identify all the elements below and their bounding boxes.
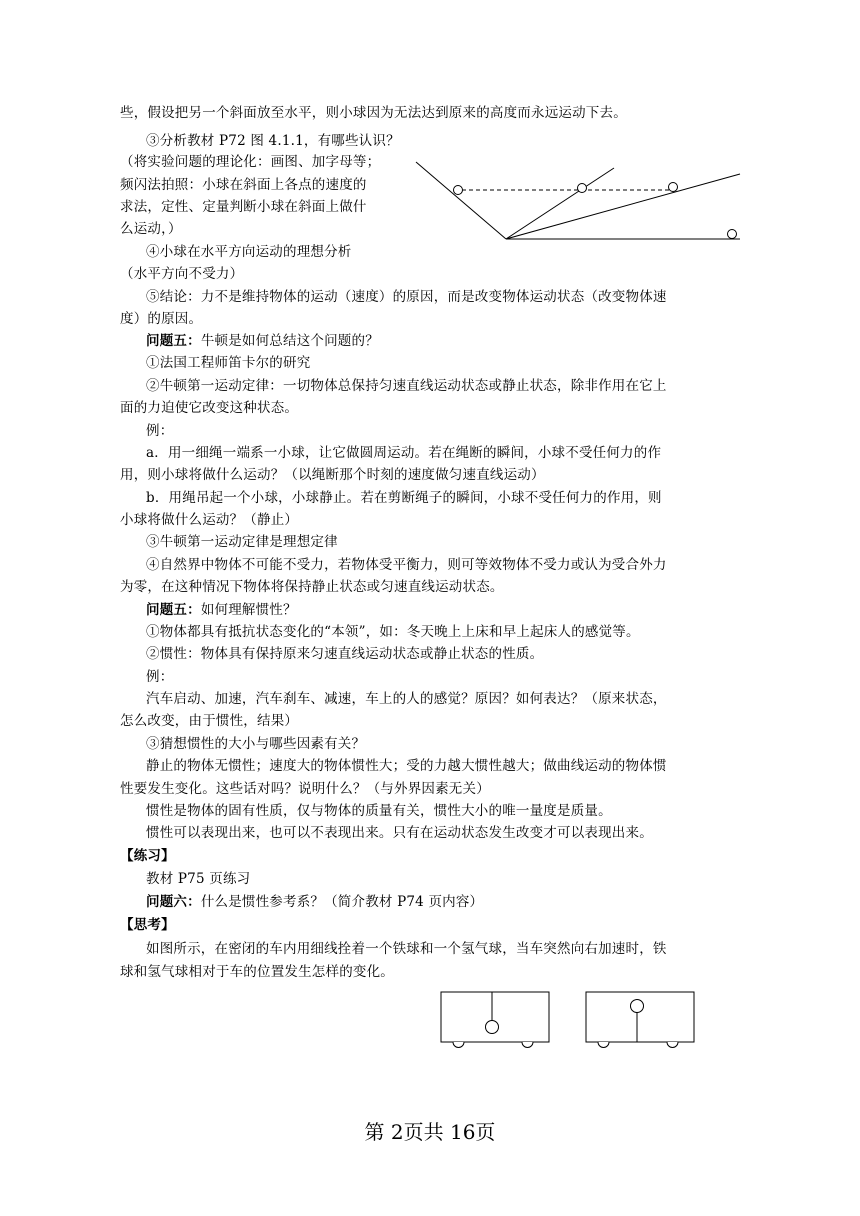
car-with-balloon <box>586 992 694 1048</box>
text-line: ④自然界中物体不可能不受力，若物体受平衡力，则可等效物体不受力或认为受合外力 <box>146 557 667 573</box>
text-line: 么运动，） <box>120 221 182 237</box>
page-number: 第 2页共 16页 <box>364 1120 496 1144</box>
text-line: ⑤结论：力不是维持物体的运动（速度）的原因，而是改变物体运动状态（改变物体速 <box>146 289 667 305</box>
car-body <box>441 992 549 1042</box>
car-body <box>586 992 694 1042</box>
question-heading: 问题五：牛顿是如何总结这个问题的？ <box>146 333 379 349</box>
wheel <box>598 1042 609 1048</box>
text-line: 求法，定性、定量判断小球在斜面上做什 <box>120 199 367 215</box>
text-line: a．用一细绳一端系一小球，让它做圆周运动。若在绳断的瞬间，小球不受任何力的作 <box>146 445 662 461</box>
iron-ball <box>486 1021 499 1034</box>
text-line: 怎么改变，由于惯性，结果） <box>120 713 299 729</box>
text-line: ②惯性：物体具有保持原来匀速直线运动状态或静止状态的性质。 <box>146 646 544 662</box>
text-line: ④小球在水平方向运动的理想分析 <box>146 244 352 260</box>
text-line: ①物体都具有抵抗状态变化的“本领”，如：冬天晚上上床和早上起床人的感觉等。 <box>146 624 640 640</box>
text-line: 如图所示，在密闭的车内用细线拴着一个铁球和一个氢气球，当车突然向右加速时，铁 <box>146 941 667 957</box>
text-line: ②牛顿第一运动定律：一切物体总保持匀速直线运动状态或静止状态，除非作用在它上 <box>146 378 667 394</box>
text-line: 例： <box>146 669 174 685</box>
text-line: 频闪法拍照：小球在斜面上各点的速度的 <box>120 177 367 193</box>
text-line: 面的力迫使它改变这种状态。 <box>120 400 299 416</box>
text-line: ③分析教材 P72 图 4.1.1，有哪些认识？ <box>146 133 400 149</box>
wheel <box>453 1042 464 1048</box>
text-line: （将实验问题的理论化：画图、加字母等； <box>120 154 381 170</box>
question-heading: 问题五：如何理解惯性？ <box>146 602 297 618</box>
text-line: b．用绳吊起一个小球，小球静止。若在剪断绳子的瞬间，小球不受任何力的作用，则 <box>146 490 662 506</box>
text-line: 教材 P75 页练习 <box>146 871 251 887</box>
text-line: （水平方向不受力） <box>120 266 244 282</box>
text-line: 静止的物体无惯性；速度大的物体惯性大；受的力越大惯性越大；做曲线运动的物体惯 <box>146 758 667 774</box>
text-line: 例： <box>146 423 174 439</box>
text-line: 用，则小球将做什么运动？（以绳断那个时刻的速度做匀速直线运动） <box>120 467 545 483</box>
question-heading: 问题六：什么是惯性参考系？（简介教材 P74 页内容） <box>146 894 484 910</box>
text-line: 度）的原因。 <box>120 311 203 327</box>
text-line: 惯性可以表现出来，也可以不表现出来。只有在运动状态发生改变才可以表现出来。 <box>146 825 653 841</box>
section-heading-think: 【思考】 <box>120 917 175 933</box>
wheel <box>522 1042 533 1048</box>
car-with-iron-ball <box>441 992 549 1048</box>
hydrogen-balloon <box>631 1000 644 1013</box>
wheel <box>667 1042 678 1048</box>
text-line: ①法国工程师笛卡尔的研究 <box>146 355 311 371</box>
text-line: 汽车启动、加速，汽车刹车、减速，车上的人的感觉？原因？如何表达？（原来状态， <box>146 691 667 707</box>
text-line: 性要发生变化。这些话对吗？说明什么？（与外界因素无关） <box>120 781 490 797</box>
section-heading-practice: 【练习】 <box>120 848 175 864</box>
text-line: 为零，在这种情况下物体将保持静止状态或匀速直线运动状态。 <box>120 579 504 595</box>
text-line: 球和氢气球相对于车的位置发生怎样的变化。 <box>120 964 394 980</box>
text-line: ③牛顿第一运动定律是理想定律 <box>146 534 338 550</box>
text-line: 小球将做什么运动？（静止） <box>120 512 299 528</box>
text-line: ③猜想惯性的大小与哪些因素有关？ <box>146 736 366 752</box>
text-line: 些，假设把另一个斜面放至水平，则小球因为无法达到原来的高度而永远运动下去。 <box>120 105 627 121</box>
text-line: 惯性是物体的固有性质，仅与物体的质量有关，惯性大小的唯一量度是质量。 <box>146 803 612 819</box>
